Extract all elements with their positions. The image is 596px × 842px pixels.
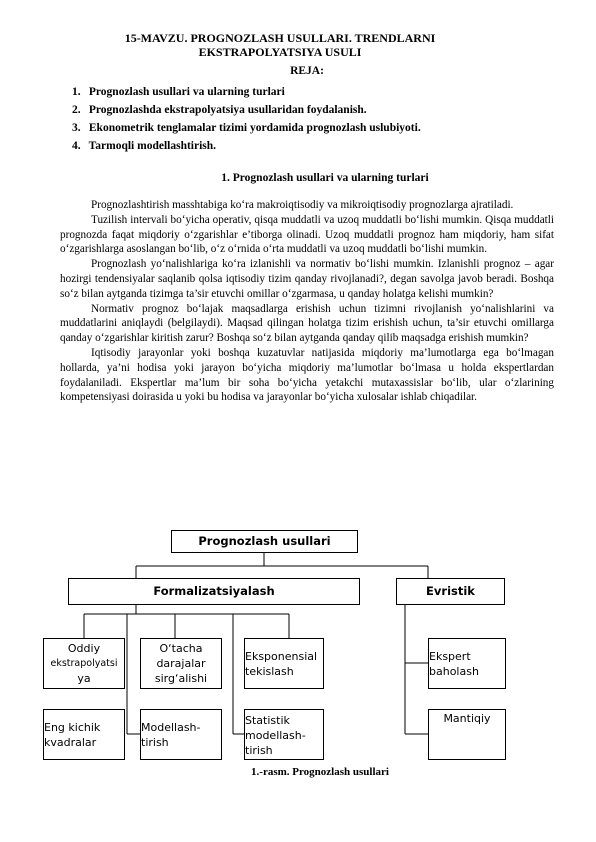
modellashtirish-box	[140, 709, 222, 760]
box-line: Eksponensial	[245, 650, 318, 663]
box-line: tirish	[141, 736, 169, 749]
title-line-1: 15-MAVZU. PROGNOZLASH USULLARI. TRENDLARNI	[124, 31, 436, 45]
box-line: ya	[77, 672, 91, 685]
plan-item-text: Tarmoqli modellashtirish.	[88, 140, 217, 152]
box-line: Ekspert	[429, 650, 471, 663]
box-line: Statistik	[245, 713, 290, 727]
figure-caption: 1.-rasm. Prognozlash usullari	[251, 766, 389, 778]
box-line: baholash	[429, 665, 479, 678]
section-heading: 1. Prognozlash usullari va ularning turlari	[221, 172, 429, 184]
root-box: Prognozlash usullari	[171, 530, 358, 553]
paragraph: Iqtisodiy jarayonlar yoki boshqa kuzatuvlar natijasida miqdoriy ma’lumotlarga ega bo‘lmagan hollarda, ya’ni hodisa yoki jarayon bo‘yicha miqdoriy ma’lumotlar bo‘lmasa u holda ekspertlardan foydalaniladi. Ekspertlar ma’lum bir soha bo‘yicha yetakchi mutaxassislar bo‘lib, ular o‘zlarining kompetensiyasi doirasida u yoki bu hodisa va jarayonlar bo‘yicha xulosalar ishlab chiqadilar.	[60, 346, 554, 404]
box-line: modellash-	[245, 728, 306, 742]
eksponensial-tekislash-box	[244, 638, 324, 689]
evristik-box: Evristik	[396, 578, 505, 605]
eng-kichik-kvadratlar-box	[43, 709, 125, 760]
box-line: darajalar	[156, 657, 206, 670]
paragraph: Prognozlashtirish masshtabiga ko‘ra makroiqtisodiy va mikroiqtisodiy prognozlarga ajratiladi.	[91, 199, 514, 211]
formalizatsiyalash-box: Formalizatsiyalash	[68, 578, 360, 605]
ortacha-darajalar-box	[140, 638, 222, 689]
paragraph: Tuzilish intervali bo‘yicha operativ, qisqa muddatli va uzoq muddatli bo‘lishi mumkin. Qisqa muddatli prognozda faqat miqdoriy o‘zgarishlar e’tiborga olinadi. Uzoq muddatli prognoz ham miqdoriy, ham sifat o‘zgarishlarga asoslangan bo‘lib, o‘z o‘rnida o‘rta muddatli va uzoq muddatli bo‘lishi mumkin.	[60, 213, 554, 256]
mantiqiy-box: Mantiqiy	[428, 709, 506, 760]
oddiy-ekstrapolyatsiya-box	[43, 638, 125, 689]
plan-item-number: 2.	[72, 104, 81, 116]
box-line: Oddiy	[67, 642, 101, 655]
box-line: Eng kichik	[44, 721, 101, 734]
box-line: Modellash-	[141, 721, 201, 734]
plan-item-number: 3.	[72, 122, 81, 134]
ekspert-baholash-box	[428, 638, 506, 689]
box-line: sirg‘alishi	[154, 672, 208, 685]
box-line: tirish	[245, 743, 273, 757]
paragraph: Prognozlash yo‘nalishlariga ko‘ra izlanishli va normativ bo‘lishi mumkin. Izlanishli prognoz – agar hozirgi tendensiyalar saqlanib qolsa iqtisodiy tizim qanday rivojlanadi?, degan savolga javob beradi. Boshqa so‘z bilan aytganda tizimga ta’sir etuvchi omillar o‘zgarmasa, u qanday holatga kelishi mumkin?	[60, 258, 554, 300]
plan-item-text: Prognozlash usullari va ularning turlari	[88, 86, 285, 98]
box-line: ekstrapolyatsi	[50, 658, 118, 669]
paragraph: Normativ prognoz bo‘lajak maqsadlarga erishish uchun tizimni rivojlanish yo‘nalishlarini va muddatlarini aniqlaydi (belgilaydi). Maqsad qilingan holatga tizim erishish uchun, ta’sir etuvchi omillarga qanday o‘zgarishlar kiritish zarur? Boshqa so‘z bilan aytganda qanday qilib maqsadga erishish mumkin?	[60, 302, 554, 345]
box-line: tekislash	[245, 665, 294, 678]
plan-item-text: Prognozlashda ekstrapolyatsiya usullaridan foydalanish.	[88, 104, 367, 116]
plan-item-number: 4.	[72, 140, 81, 152]
plan-heading: REJA:	[290, 65, 324, 77]
statistik-modellashtirish-box	[244, 709, 324, 760]
box-line: kvadralar	[44, 736, 97, 749]
box-line: O‘tacha	[159, 642, 203, 655]
plan-item-text: Ekonometrik tenglamalar tizimi yordamida prognozlash uslubiyoti.	[88, 122, 421, 134]
title-line-2: EKSTRAPOLYATSIYA USULI	[198, 45, 362, 59]
plan-item-number: 1.	[72, 86, 81, 98]
